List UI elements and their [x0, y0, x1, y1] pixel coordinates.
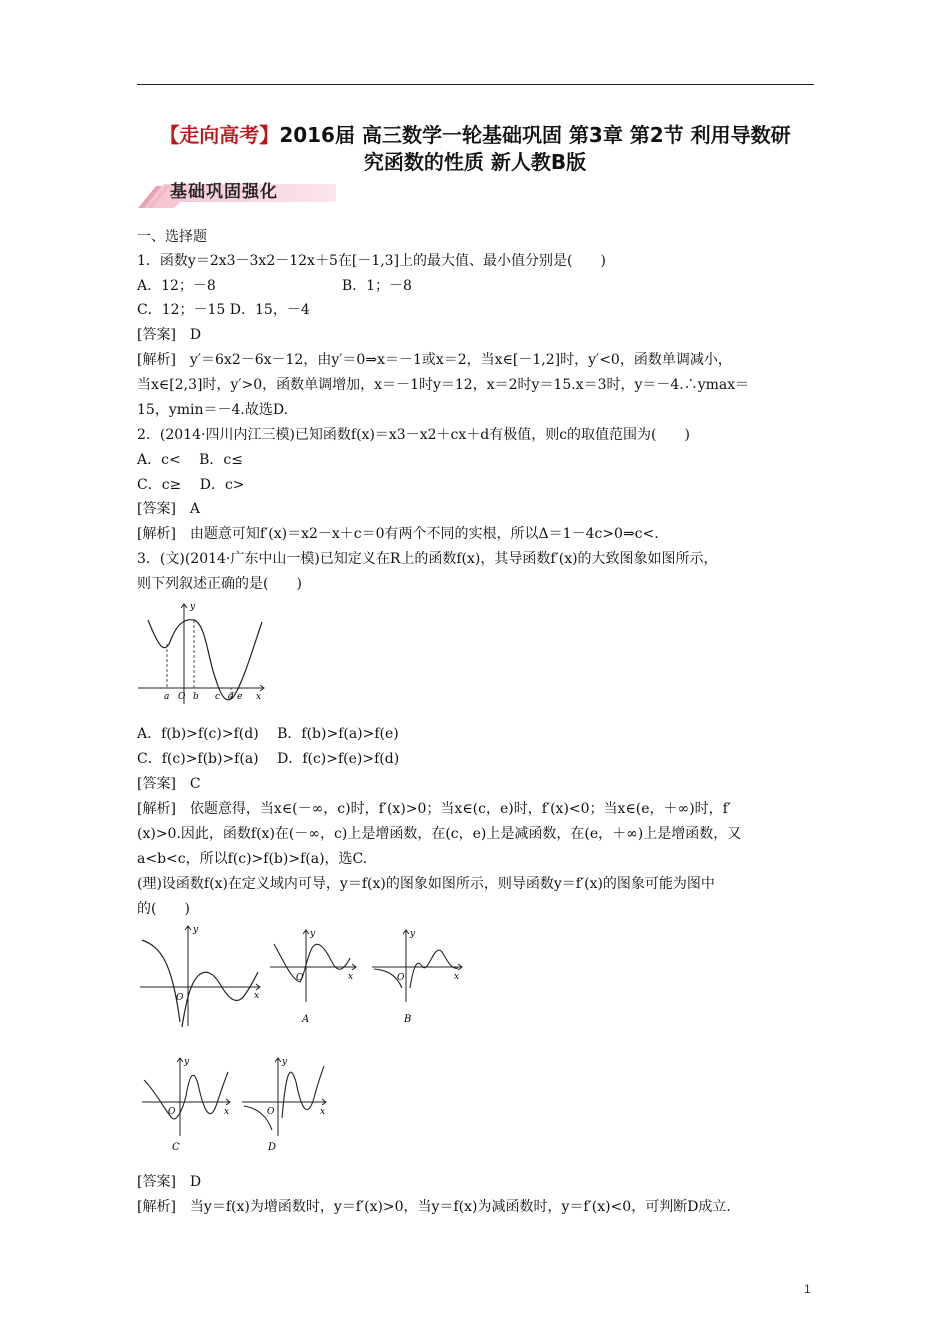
q3-li-answer: [答案] D: [137, 1174, 202, 1190]
title-line2: 究函数的性质 新人教B版: [363, 150, 587, 174]
graph-b-label-x: x: [454, 972, 460, 982]
graph-option-b: [372, 929, 462, 1025]
graph-c-label-origin: O: [168, 1107, 176, 1117]
label-d: d: [228, 692, 234, 702]
q3-analysis-1: [解析] 依题意得，当x∈(－∞，c)时，f′(x)>0；当x∈(c，e)时，f′(x)<0；当x∈(e，＋∞)时，f′: [137, 801, 732, 817]
q1-options-ab: A．12；－8 B．1；－8: [137, 278, 412, 294]
graph-option-a: [270, 929, 356, 1025]
q3-analysis-3: a<b<c，所以f(c)>f(b)>f(a)，选C.: [137, 851, 368, 867]
q2-options-ab: A．c< B．c≤: [137, 452, 243, 468]
q1-options-cd: C．12；－15 D．15，－4: [137, 302, 310, 318]
label-x: x: [256, 692, 262, 702]
q1-analysis-1: [解析] y′＝6x2－6x－12，由y′＝0⇒x＝－1或x＝2，当x∈[－1,2]时，y′<0，函数单调减小，: [137, 352, 732, 368]
q1-stem: 1．函数y＝2x3－3x2－12x＋5在[－1,3]上的最大值、最小值分别是( ): [137, 253, 606, 269]
graph-c-caption: C: [172, 1142, 180, 1153]
label-y: y: [190, 602, 196, 612]
graph-f: [140, 925, 260, 1027]
q3-options-ab: A．f(b)>f(c)>f(d) B．f(b)>f(a)>f(e): [137, 726, 399, 742]
graph-b-caption: B: [404, 1014, 412, 1025]
graph-d-label-origin: O: [267, 1107, 275, 1117]
q3-options-cd: C．f(c)>f(b)>f(a) D．f(c)>f(e)>f(d): [137, 751, 400, 767]
graph-f-label-origin: O: [176, 993, 184, 1003]
graph-c-label-x: x: [224, 1107, 230, 1117]
graph-d-label-y: y: [282, 1057, 288, 1067]
label-c: c: [215, 692, 221, 702]
graph-c-label-y: y: [184, 1057, 190, 1067]
q2-options-cd: C．c≥ D．c>: [137, 477, 245, 493]
graph-b-label-y: y: [410, 929, 416, 939]
label-origin: O: [178, 692, 186, 702]
q3-analysis-2: (x)>0.因此，函数f(x)在(－∞，c)上是增函数，在(c，e)上是减函数，在(e，＋∞)上是增函数，又: [137, 826, 742, 842]
label-e: e: [237, 692, 243, 702]
q1-analysis-3: 15，ymin＝－4.故选D.: [137, 402, 289, 418]
graph-a-caption: A: [302, 1014, 310, 1025]
section-banner-label: 基础巩固强化: [170, 182, 278, 202]
q3-stem-1: 3．(文)(2014·广东中山一模)已知定义在R上的函数f(x)，其导函数f′(x)的大致图象如图所示，: [137, 551, 718, 567]
header-rule: [137, 84, 814, 85]
graph-option-c: [142, 1057, 230, 1153]
graph-a-label-origin: O: [296, 973, 304, 983]
graph-f-label-y: y: [193, 925, 199, 935]
q3-li-graphs: [136, 922, 466, 1162]
label-a: a: [164, 692, 170, 702]
q1-analysis-2: 当x∈[2,3]时，y′>0，函数单调增加，x＝－1时y＝12，x＝2时y＝15.x＝3时，y＝－4.∴ymax＝: [137, 377, 750, 393]
document-title: [120, 122, 830, 176]
q2-stem: 2．(2014·四川内江三模)已知函数f(x)＝x3－x2＋cx＋d有极值，则c的取值范围为( ): [137, 427, 690, 443]
page-number: 1: [804, 1282, 811, 1296]
section-heading: 一、选择题: [137, 229, 207, 245]
q3-li-analysis: [解析] 当y＝f(x)为增函数时，y＝f′(x)>0，当y＝f(x)为减函数时，y＝f′(x)<0，可判断D成立.: [137, 1199, 731, 1215]
label-b: b: [193, 692, 199, 702]
q2-analysis: [解析] 由题意可知f′(x)＝x2－x＋c＝0有两个不同的实根，所以Δ＝1－4c>0⇒c<.: [137, 526, 659, 542]
q3-stem-2: 则下列叙述正确的是( ): [137, 576, 302, 592]
q2-answer: [答案] A: [137, 501, 201, 517]
q3-li-stem-2: 的( ): [137, 901, 190, 917]
graph-d-caption: D: [268, 1142, 277, 1153]
q3-li-stem-1: (理)设函数f(x)在定义域内可导，y＝f(x)的图象如图所示，则导函数y＝f′(x)的图象可能为图中: [137, 876, 715, 892]
title-bracket: 【走向高考】: [159, 123, 280, 147]
title-line1: 2016届 高三数学一轮基础巩固 第3章 第2节 利用导数研: [279, 123, 791, 147]
q3-answer: [答案] C: [137, 776, 201, 792]
graph-a-label-x: x: [348, 972, 354, 982]
graph-d-label-x: x: [320, 1107, 326, 1117]
graph-b-label-origin: O: [397, 973, 405, 983]
graph-a-label-y: y: [310, 929, 316, 939]
q1-answer: [答案] D: [137, 327, 202, 343]
graph-option-d: [242, 1057, 326, 1153]
graph-f-label-x: x: [254, 991, 260, 1001]
q3-derivative-graph: [136, 600, 268, 708]
